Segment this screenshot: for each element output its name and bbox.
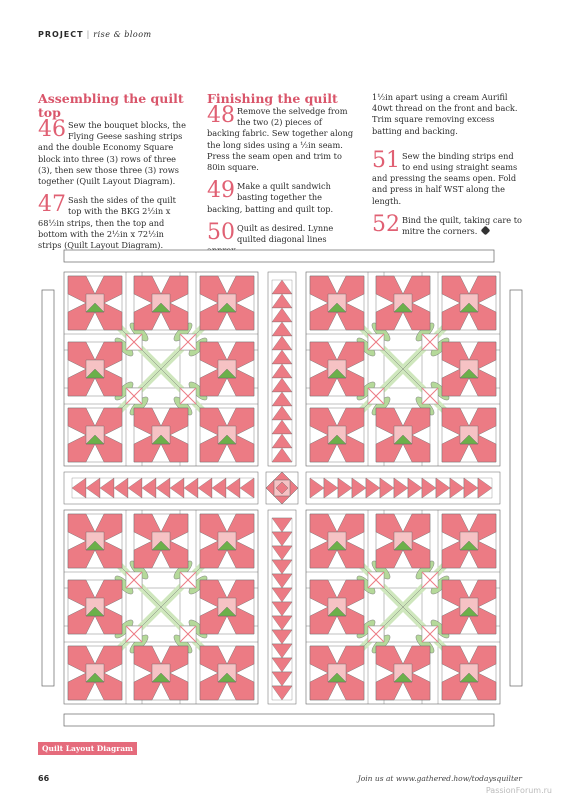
bouquet-block [306,272,500,466]
tulip-flower [442,580,496,634]
tulip-flower [134,408,188,462]
tulip-flower [442,646,496,700]
tulip-flower [200,580,254,634]
bouquet-block [64,272,258,466]
watermark: PassionForum.ru [485,786,552,795]
step-text: Make a quilt sandwich basting together the backing, batting and quilt top. [207,181,334,214]
tulip-flower [68,646,122,700]
tulip-flower [310,276,364,330]
continuation-text: 1½in apart using a cream Aurifil 40wt thread on the front and back. Trim square removing excess batting and backing. [372,92,518,136]
section-label: PROJECT [38,30,84,39]
step-number: 49 [207,178,235,204]
tulip-flower [200,276,254,330]
quilt-layout-diagram [38,246,526,730]
tulip-flower [134,276,188,330]
column-finishing [207,92,357,264]
step-number: 52 [372,211,400,237]
tulip-flower [442,276,496,330]
heading-finishing: Finishing the quilt [207,91,338,106]
tulip-flower [68,408,122,462]
step-number: 50 [207,219,235,245]
page-number: 66 [38,774,50,783]
economy-square-block [266,472,298,504]
tulip-flower [200,514,254,568]
step-text-body: Bind the quilt, taking care to mitre the corners. [402,214,522,237]
bottom-border-strip [64,714,494,726]
bouquet-block [306,510,500,704]
step-number: 47 [38,192,66,218]
column-assembling [38,92,188,259]
tulip-flower [68,276,122,330]
tulip-flower [310,408,364,462]
footer-text: Join us at www.gathered.how/todaysquilter [357,774,522,783]
tulip-flower [442,514,496,568]
end-mark-icon [480,226,490,236]
tulip-flower [200,342,254,396]
step-46 [38,117,188,187]
tulip-flower [200,408,254,462]
step-47 [38,192,188,251]
tulip-flower [68,514,122,568]
tulip-flower [376,514,430,568]
step-text: Remove the selvedge from the two (2) pieces of backing fabric. Sew together along the long sides using a ½in seam. Press the seam open and trim to 80in square. [207,106,354,173]
step-48 [207,103,357,173]
tulip-flower [310,580,364,634]
tulip-flower [442,408,496,462]
step-number: 46 [38,117,66,142]
step-text: Sew the binding strips end to end using straight seams and pressing the seams open. Fold and press in half WST along the length. [372,150,518,206]
tulip-flower [376,408,430,462]
step-text: Sew the bouquet blocks, the Flying Geese sashing strips and the double Economy Square block into three (3) rows of three (3), then sew those three (3) rows together (Quilt Layout Diagram). [38,120,186,187]
step-49 [207,178,357,215]
column-continued [372,92,522,245]
tulip-flower [310,646,364,700]
tulip-flower [134,514,188,568]
header-separator: | [86,30,91,39]
tulip-flower [376,646,430,700]
tulip-flower [68,580,122,634]
tulip-flower [310,514,364,568]
step-52 [372,211,522,237]
top-border-strip [64,250,494,262]
tulip-flower [200,646,254,700]
tulip-flower [376,276,430,330]
step-number: 48 [207,103,235,128]
tulip-flower [134,646,188,700]
project-title: rise & bloom [93,30,152,39]
step-51 [372,147,522,207]
right-border-strip [510,290,522,686]
tulip-flower [310,342,364,396]
heading-assembling: Assembling the quilt top [38,91,184,120]
page-header [38,30,152,39]
step-number: 51 [372,147,400,173]
diagram-caption: Quilt Layout Diagram [38,742,137,755]
tulip-flower [442,342,496,396]
left-border-strip [42,290,54,686]
step-50-continued [372,92,522,137]
bouquet-block [64,510,258,704]
step-text: Sash the sides of the quilt top with the BKG 2½in x 68½in strips, then the top and bottom with the 2½in x 72½in strips (Quilt Layout Diagram). [38,195,176,251]
step-text: Quilt as desired. Lynne quilted diagonal lines [237,222,334,245]
tulip-flower [68,342,122,396]
